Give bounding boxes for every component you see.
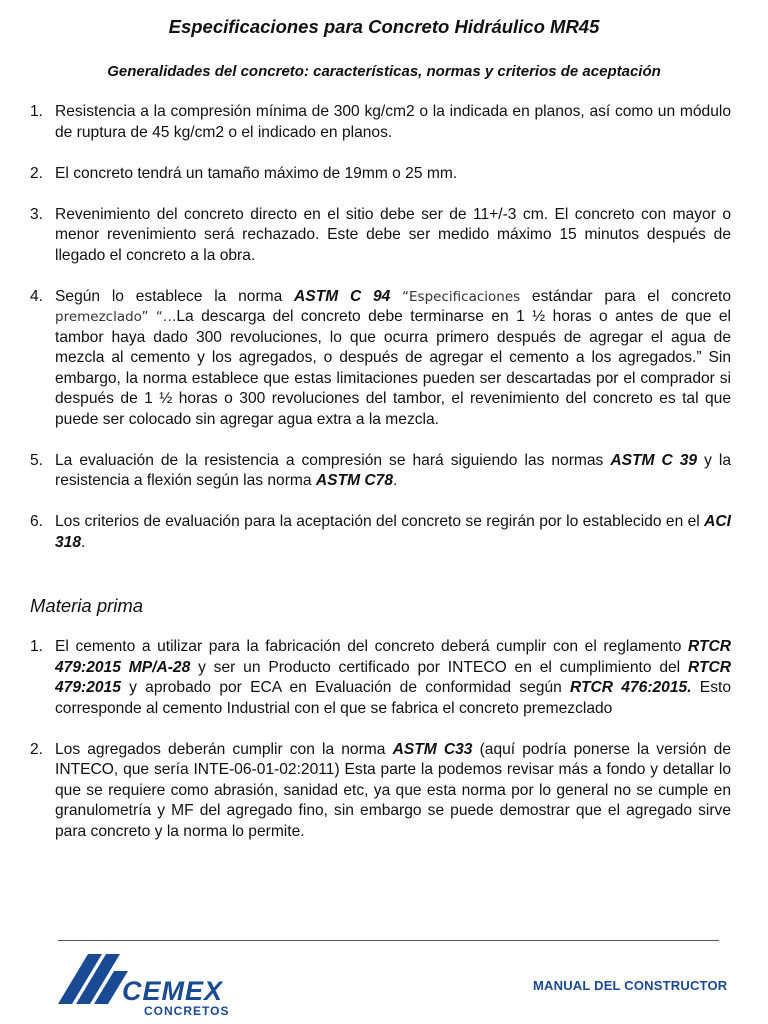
list-item-text: El concreto tendrá un tamaño máximo de 19mm o 25 mm. [55, 164, 458, 182]
list-item-text: Los agregados deberán cumplir con la norma [55, 740, 393, 758]
list-item [30, 637, 731, 719]
list-item-text: Revenimiento del concreto directo en el sitio debe ser de 11+/-3 cm. El concreto con mayor o menor revenimiento será rechazado. Este debe ser medido máximo 15 minutos después de llegado el concreto a la obra. [55, 205, 731, 264]
list-item [30, 164, 731, 185]
list-item-text: Según lo establece la norma [55, 287, 295, 305]
list-item [30, 102, 731, 143]
footer-divider [58, 940, 719, 941]
list-item-text: Esto corresponde al cemento Industrial con el que se fabrica el concreto premezclado [55, 679, 731, 717]
list-item-text: Los criterios de evaluación para la aceptación del concreto se regirán por lo establecido en el [55, 513, 705, 530]
norm-reference: RTCR 479:2015 MP/A-28 [55, 638, 731, 676]
list-item-text: Resistencia a la compresión mínima de 300 kg/cm2 o la indicada en planos, así como un módulo de ruptura de 45 kg/cm2 o el indicado en planos. [55, 103, 731, 141]
list-item-text: y ser un Producto certificado por INTECO en el cumplimiento del [190, 658, 688, 676]
document-subtitle: Generalidades del concreto: características, normas y criterios de aceptación [107, 63, 661, 80]
cemex-stripes-icon [58, 954, 128, 1006]
norm-reference: ASTM C33 [392, 740, 473, 758]
list-item-number: 2. [30, 164, 44, 182]
list-item-text: y aprobado por ECA en Evaluación de conformidad según [120, 679, 571, 696]
norm-reference: ASTM C 94 [294, 287, 391, 305]
norm-reference: ASTM C78 [315, 472, 394, 489]
norm-reference: ASTM C 39 [610, 451, 698, 469]
document-title: Especificaciones para Concreto Hidráulico MR45 [168, 16, 600, 37]
manual-label: MANUAL DEL CONSTRUCTOR [533, 978, 728, 993]
list-item-number: 3. [30, 205, 44, 223]
list-item-text: La evaluación de la resistencia a compresión se hará siguiendo las normas [55, 451, 611, 469]
quoted-text: premezclado” “… [55, 309, 177, 325]
norm-reference: RTCR 479:2015 [55, 658, 731, 696]
materia-prima-list [30, 637, 731, 863]
list-item [30, 512, 731, 553]
list-item-number: 5. [30, 451, 44, 469]
list-item [30, 205, 731, 267]
list-item-text: . [393, 472, 398, 489]
materia-prima-heading: Materia prima [30, 595, 144, 616]
list-item-number: 6. [30, 513, 44, 530]
logo-subtext: CONCRETOS [144, 1004, 230, 1018]
norm-reference: ACI 318 [55, 513, 731, 551]
list-item-text: (aquí podría ponerse la versión de INTECO, que sería INTE-06-01-02:2011) Esta parte la podemos revisar más a fondo y detallar lo que se requiere como abrasión, sanidad etc, ya que esta norma por lo general no se cumple en granulometría y MF del agregado fino, sin embargo se puede demostrar que el agregado sirve para concreto y la norma lo permite. [55, 740, 732, 840]
list-item-number: 1. [30, 103, 44, 120]
list-item [30, 287, 731, 431]
list-item [30, 740, 731, 843]
list-item [30, 451, 731, 492]
quoted-text: “Especificaciones [390, 288, 521, 305]
list-item-number: 2. [30, 740, 44, 758]
list-item-text: . [81, 533, 86, 551]
cemex-logo [58, 954, 248, 1022]
list-item-text: estándar para el concreto [520, 287, 731, 305]
logo-wordmark: CEMEX [122, 976, 224, 1006]
list-item-text: La descarga del concreto debe terminarse en 1 ½ horas o antes de que el tambor haya dado 300 revoluciones, lo que ocurra primero después de agregar el agua de mezcla al cemento y los agregados, o después de agregar el cemento a los agregados.” Sin embargo, la norma establece que estas limitaciones pueden ser descartadas por el comprador si después de 1 ½ horas o 300 revoluciones del tambor, el revenimiento del concreto es tal que puede ser colocado sin agregar agua extra a la mezcla. [55, 308, 732, 428]
norm-reference: RTCR 476:2015. [570, 679, 692, 696]
generalidades-list [30, 102, 731, 574]
list-item-text: El cemento a utilizar para la fabricación del concreto deberá cumplir con el reglamento [55, 638, 688, 655]
list-item-number: 1. [30, 638, 44, 655]
list-item-number: 4. [30, 287, 44, 305]
list-item-text: y la resistencia a flexión según las norma [55, 451, 731, 489]
